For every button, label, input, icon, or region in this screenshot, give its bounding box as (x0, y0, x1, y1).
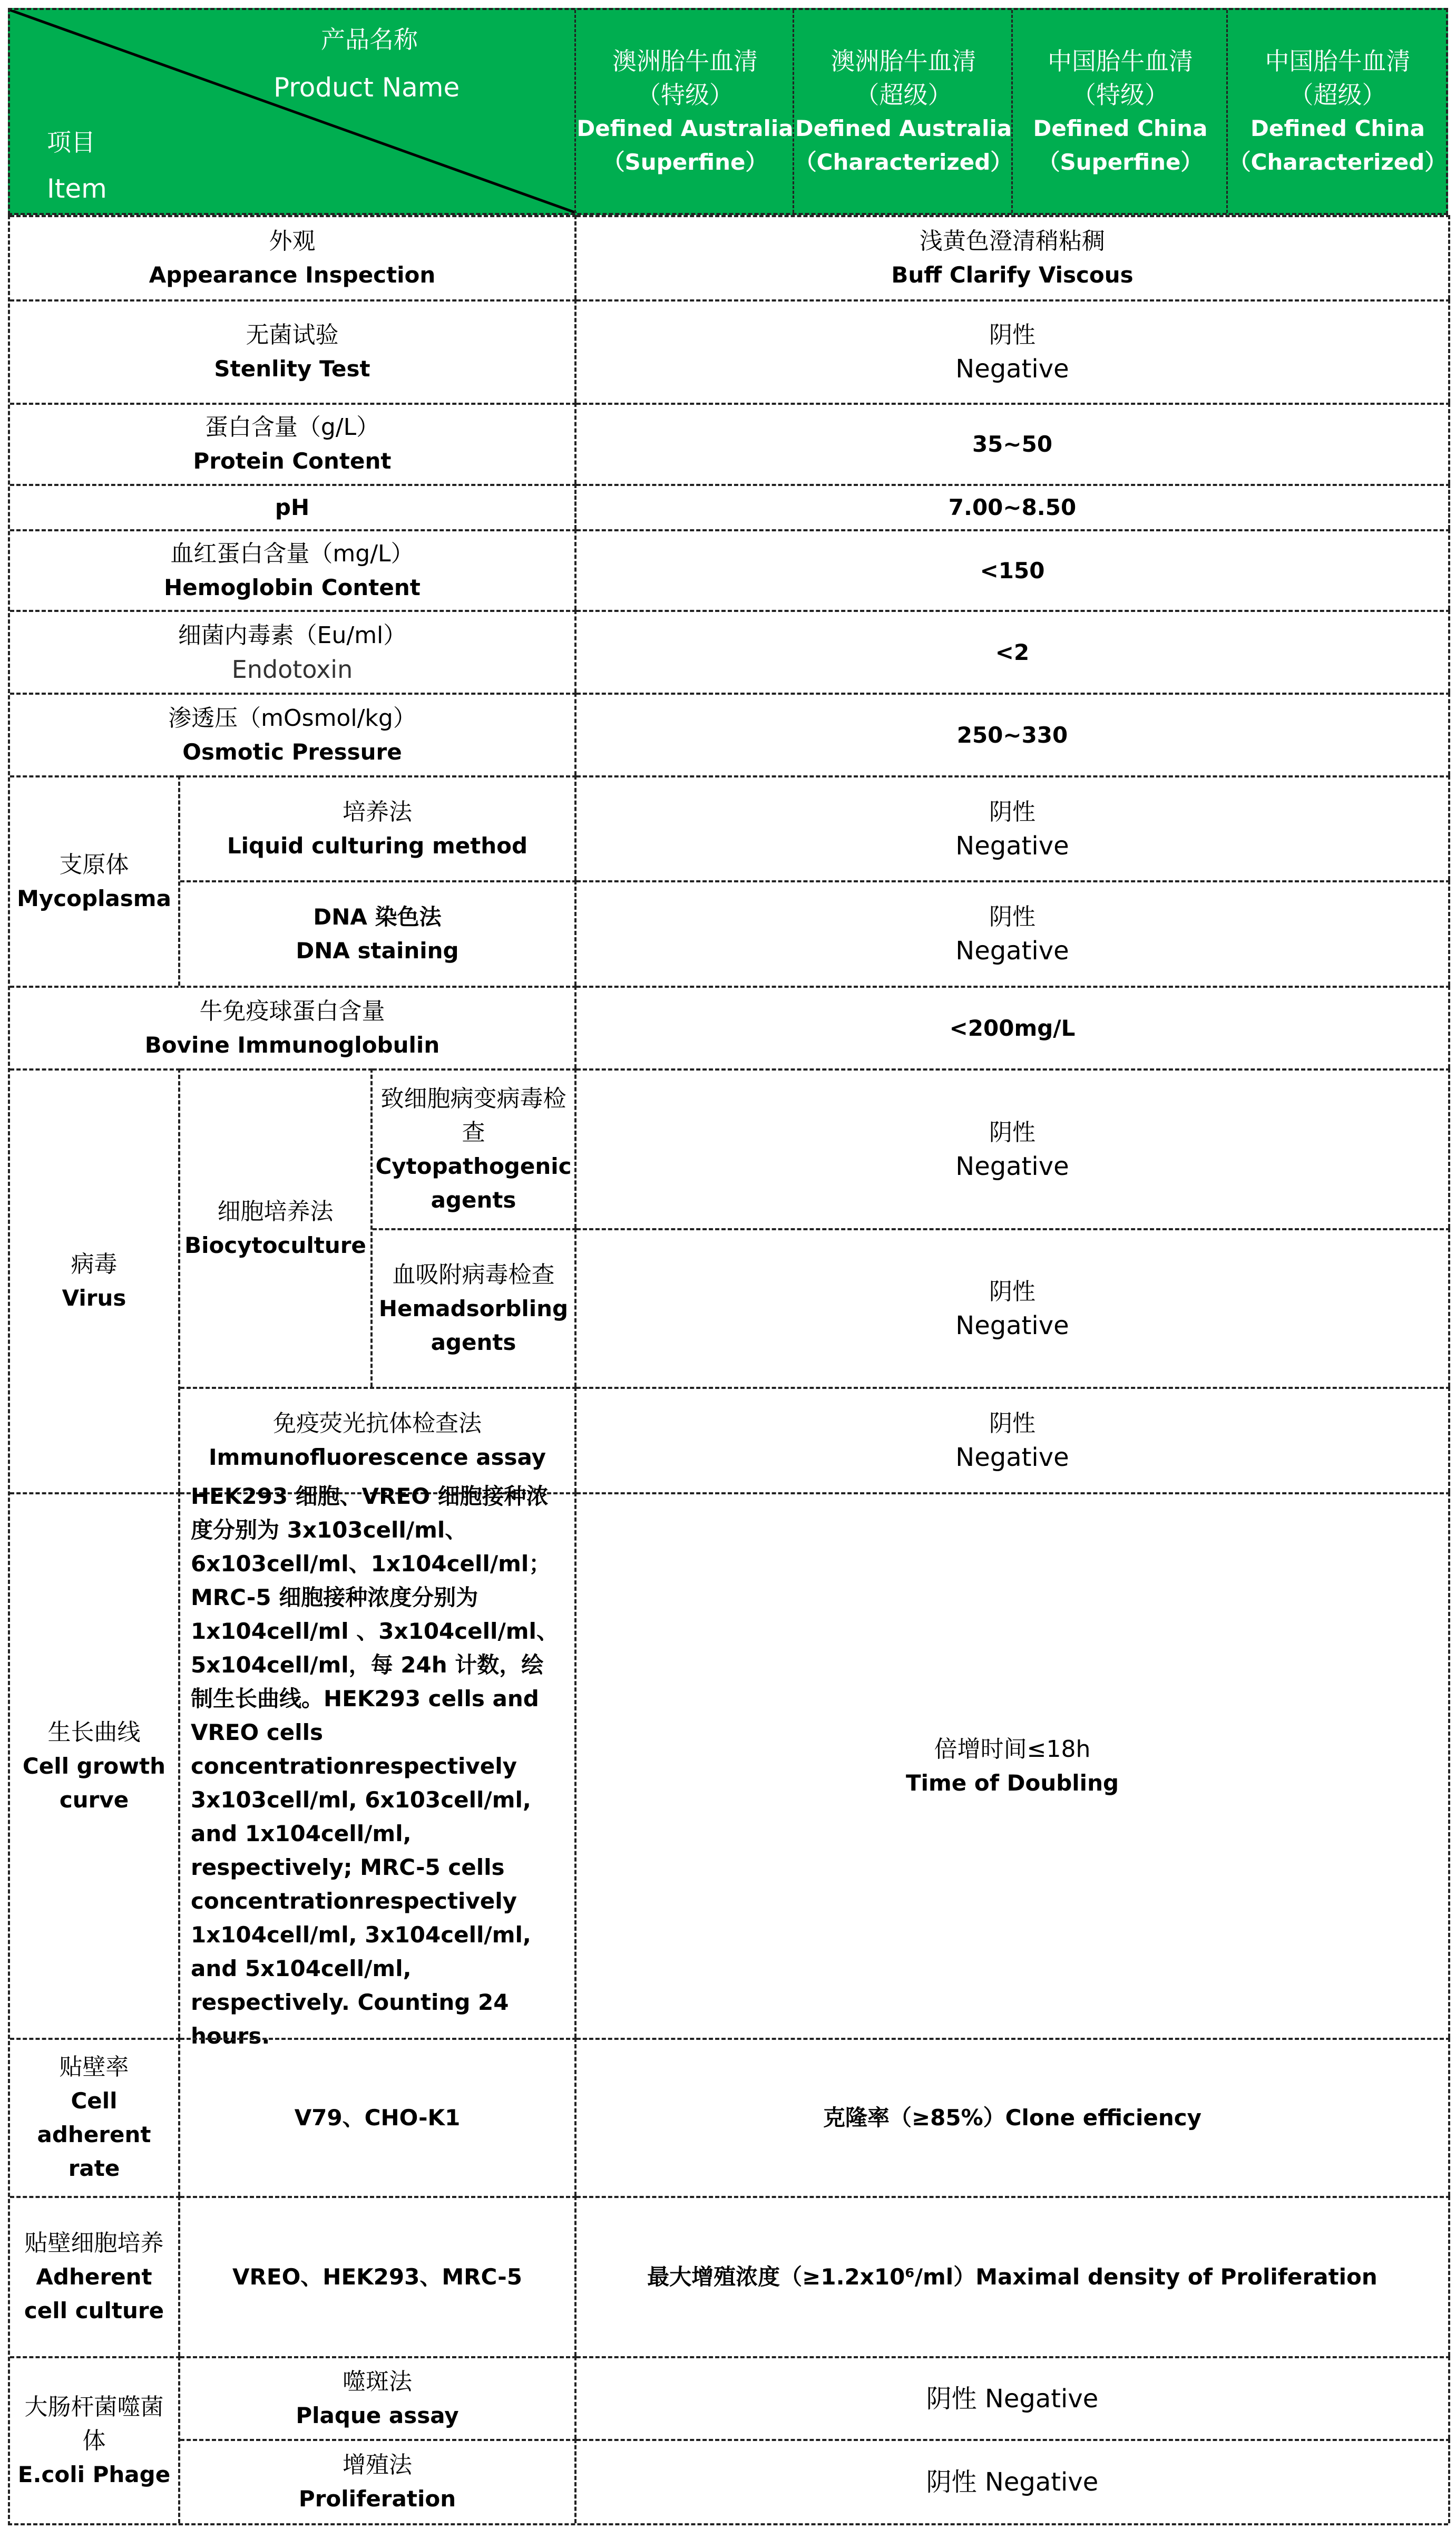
item-label-zh: 血红蛋白含量（mg/L） (170, 540, 414, 567)
value-en: Negative (955, 354, 1069, 384)
value-plaque-assay: 阴性 Negative (576, 2356, 1450, 2439)
product-column-header (1011, 10, 1228, 213)
value-en: Buff Clarify Viscous (891, 262, 1133, 288)
item-label-zh: 牛免疫球蛋白含量 (199, 997, 385, 1025)
method-label-zh: 致细胞病变病毒检查 (380, 1085, 566, 1146)
product-name-en: Defined China (1033, 115, 1208, 141)
item-label-zh: 生长曲线 (47, 1718, 141, 1746)
method-label-zh: 噬斑法 (343, 2368, 412, 2395)
item-label-zh: 渗透压（mOsmol/kg） (168, 704, 416, 732)
item-label-en: Bovine Immunoglobulin (144, 1032, 440, 1058)
value-immunoglobulin: <200mg/L (576, 986, 1450, 1068)
value-en: Negative (955, 831, 1069, 861)
item-growth-curve (10, 1492, 180, 2038)
item-label-en: Appearance Inspection (149, 262, 436, 288)
method-proliferation (180, 2439, 576, 2523)
item-ecoli-phage (10, 2356, 180, 2523)
value-growth-curve (576, 1492, 1450, 2038)
product-column-header (793, 10, 1013, 213)
item-label-en: Cell adherent rate (37, 2088, 151, 2181)
item-hemoglobin (10, 529, 576, 610)
value-adherent-rate: 克隆率（≥85%）Clone efficiency (576, 2038, 1450, 2196)
product-grade-en: （Superfine） (602, 149, 768, 175)
value-liquid-culturing (576, 775, 1450, 880)
product-grade-zh: （特级） (1072, 80, 1169, 109)
product-grade-zh: （特级） (637, 80, 734, 109)
product-column-header (574, 10, 794, 213)
method-label-zh: 血吸附病毒检查 (392, 1261, 555, 1288)
item-label-en: Adherent cell culture (24, 2264, 164, 2323)
method-liquid-culturing (180, 775, 576, 880)
value-immunofluorescence (576, 1387, 1450, 1492)
item-virus (10, 1068, 180, 1492)
product-grade-zh: （超级） (1289, 80, 1386, 109)
item-label-en: Endotoxin (231, 655, 353, 684)
value-zh: 阴性 (989, 798, 1035, 825)
value-hemoglobin: <150 (576, 529, 1450, 610)
product-name-en: Defined Australia (795, 115, 1012, 141)
method-adherent-rate: V79、CHO-K1 (180, 2038, 576, 2196)
item-appearance (10, 215, 576, 299)
item-label-zh: 细菌内毒素（Eu/ml） (178, 621, 407, 649)
item-label-zh: 贴壁率 (59, 2054, 129, 2080)
value-en: Time of Doubling (905, 1769, 1119, 1796)
product-grade-en: （Characterized） (794, 149, 1013, 175)
value-cytopathogenic (576, 1068, 1450, 1228)
product-name-zh: 澳洲胎牛血清 (612, 46, 758, 75)
product-column-header (1226, 10, 1448, 213)
value-osmotic: 250~330 (576, 693, 1450, 775)
value-zh: 阴性 (989, 322, 1035, 348)
item-sterility (10, 299, 576, 403)
method-label-en: Plaque assay (296, 2402, 459, 2428)
method-label-zh: 细胞培养法 (217, 1198, 334, 1225)
value-proliferation: 阴性 Negative (576, 2439, 1450, 2523)
item-label-en: Cell growth curve (22, 1753, 166, 1813)
method-label-zh: DNA 染色法 (313, 904, 442, 930)
value-ph: 7.00~8.50 (576, 484, 1450, 529)
value-zh: 阴性 (989, 1410, 1035, 1437)
method-plaque-assay (180, 2356, 576, 2439)
method-biocytoculture (180, 1068, 373, 1387)
item-label-zh: 贴壁细胞培养 (24, 2230, 164, 2257)
value-zh: 浅黄色澄清稍粘稠 (920, 228, 1105, 255)
method-label-zh: 培养法 (343, 798, 412, 825)
table-header (8, 8, 1448, 215)
item-protein (10, 403, 576, 484)
method-immunofluorescence (180, 1387, 576, 1492)
value-en: Negative (955, 1443, 1069, 1472)
item-label-zh: 蛋白含量（g/L） (204, 414, 380, 441)
method-dna-staining (180, 880, 576, 986)
method-label-en: Proliferation (298, 2486, 456, 2512)
item-label-zh: 病毒 (71, 1251, 118, 1278)
value-en: Negative (955, 1310, 1069, 1340)
value-sterility (576, 299, 1450, 403)
value-protein: 35~50 (576, 403, 1450, 484)
product-name-en: Defined Australia (576, 115, 794, 141)
method-label-en: Liquid culturing method (227, 832, 528, 859)
method-cytopathogenic (373, 1068, 576, 1228)
item-label-en: Protein Content (193, 448, 392, 474)
product-name-zh: 中国胎牛血清 (1265, 46, 1411, 75)
product-name-label-zh: 产品名称 (321, 25, 418, 54)
value-hemadsorbing (576, 1228, 1450, 1387)
value-zh: 阴性 (989, 903, 1035, 930)
item-mycoplasma (10, 775, 180, 986)
item-label-zh: 支原体 (59, 851, 129, 878)
item-label-zh: 项目 (47, 128, 95, 157)
item-adherent-rate (10, 2038, 180, 2196)
method-label-en: Biocytoculture (184, 1232, 366, 1258)
item-immunoglobulin (10, 986, 576, 1068)
value-zh: 阴性 (989, 1278, 1035, 1305)
item-endotoxin (10, 610, 576, 693)
value-adherent-culture: 最大增殖浓度（≥1.2x10⁶/ml）Maximal density of Proliferation (576, 2196, 1450, 2356)
product-name-zh: 中国胎牛血清 (1048, 46, 1193, 75)
method-growth-curve: HEK293 细胞、VREO 细胞接种浓度分别为 3x103cell/ml、6x103cell/ml、1x104cell/ml；MRC-5 细胞接种浓度分别为 1x104cell/ml 、3x104cell/ml、5x104cell/ml，每 24h 计数，绘制生长曲线。HEK293 cells and VREO cells concentrationrespectively 3x103cell/ml, 6x103cell/ml, and 1x104cell/ml, respectively; MRC-5 cells concentrationrespectively 1x104cell/ml, 3x104cell/ml, and 5x104cell/ml, respectively. Counting 24 hours. (180, 1492, 576, 2038)
item-osmotic (10, 693, 576, 775)
value-en: Negative (955, 1151, 1069, 1181)
value-zh: 阴性 (989, 1119, 1035, 1146)
method-label-en: DNA staining (296, 938, 459, 964)
method-label-zh: 增殖法 (343, 2452, 412, 2478)
item-label-zh: 无菌试验 (246, 322, 339, 348)
product-name-label-en: Product Name (273, 72, 460, 103)
item-label-en: Virus (62, 1285, 126, 1311)
product-name-en: Defined China (1250, 115, 1425, 141)
value-en: Negative (955, 936, 1069, 966)
method-adherent-culture: VREO、HEK293、MRC-5 (180, 2196, 576, 2356)
product-name-zh: 澳洲胎牛血清 (830, 46, 976, 75)
item-label-en: Stenlity Test (214, 356, 370, 382)
item-ph: pH (10, 484, 576, 529)
item-label-en: Hemoglobin Content (164, 574, 421, 600)
method-hemadsorbing (373, 1228, 576, 1387)
item-label-en: Mycoplasma (17, 885, 171, 911)
item-label-en: Osmotic Pressure (182, 738, 402, 765)
spec-table (8, 215, 1448, 2525)
product-grade-en: （Characterized） (1228, 149, 1447, 175)
value-dna-staining (576, 880, 1450, 986)
method-label-zh: 免疫荧光抗体检查法 (273, 1410, 482, 1437)
item-label-zh: 大肠杆菌噬菌体 (24, 2393, 164, 2454)
item-label-en: E.coli Phage (17, 2461, 171, 2487)
item-label-en: Item (47, 173, 107, 204)
value-appearance (576, 215, 1450, 299)
value-endotoxin: <2 (576, 610, 1450, 693)
product-grade-en: （Superfine） (1038, 149, 1203, 175)
method-label-en: Immunofluorescence assay (209, 1444, 546, 1470)
product-grade-zh: （超级） (855, 80, 952, 109)
value-zh: 倍增时间≤18h (934, 1735, 1091, 1763)
method-label-en: Hemadsorbling agents (378, 1295, 569, 1355)
item-label-zh: 外观 (269, 228, 316, 255)
item-adherent-culture (10, 2196, 180, 2356)
method-label-en: Cytopathogenic agents (375, 1153, 572, 1213)
